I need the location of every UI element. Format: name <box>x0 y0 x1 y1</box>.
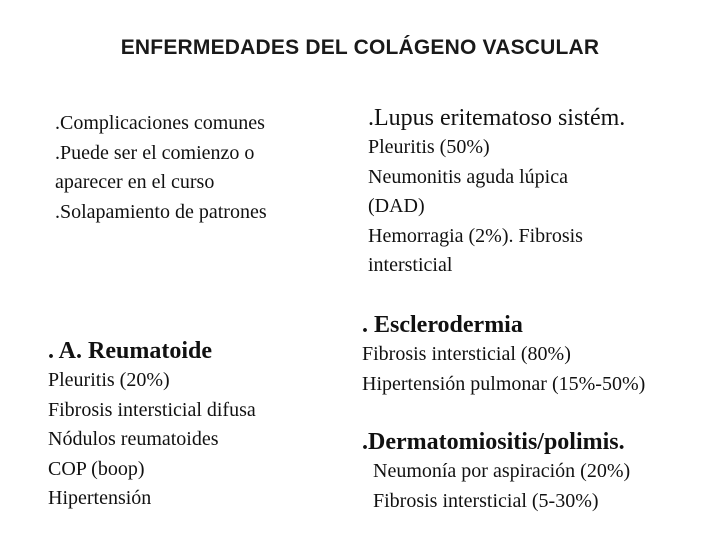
ar-line: Nódulos reumatoides <box>48 428 219 450</box>
lupus-line: Hemorragia (2%). Fibrosis <box>368 224 583 247</box>
lupus-line: Neumonitis aguda lúpica <box>368 165 568 188</box>
ar-line: Hipertensión <box>48 487 152 509</box>
intro-line: aparecer en el curso <box>55 171 215 193</box>
intro-line: .Solapamiento de patrones <box>55 200 267 223</box>
dermato-line: Fibrosis intersticial (5-30%) <box>373 489 599 512</box>
ar-line: Pleuritis (20%) <box>48 369 170 391</box>
esclero-block <box>362 310 645 399</box>
lupus-block <box>368 103 625 281</box>
dermato-line: Neumonía por aspiración (20%) <box>373 460 631 482</box>
lupus-line: Pleuritis (50%) <box>368 136 490 158</box>
esclero-line: Fibrosis intersticial (80%) <box>362 343 571 365</box>
dermato-block <box>362 427 630 516</box>
lupus-heading: .Lupus eritematoso sistém. <box>368 105 626 131</box>
lupus-line: intersticial <box>368 254 453 276</box>
ar-line: COP (boop) <box>48 457 145 480</box>
dermato-heading: .Dermatomiositis/polimis. <box>362 429 625 455</box>
intro-block <box>55 109 267 227</box>
esclero-line: Hipertensión pulmonar (15%-50%) <box>362 372 646 395</box>
ar-heading: . A. Reumatoide <box>48 338 212 364</box>
lupus-line: (DAD) <box>368 195 425 217</box>
intro-line: .Complicaciones comunes <box>55 112 265 134</box>
ar-line: Fibrosis intersticial difusa <box>48 398 256 421</box>
ar-block <box>48 336 256 514</box>
slide-title: ENFERMEDADES DEL COLÁGENO VASCULAR <box>120 36 600 59</box>
intro-line: .Puede ser el comienzo o <box>55 141 255 164</box>
esclero-heading: . Esclerodermia <box>362 312 523 338</box>
